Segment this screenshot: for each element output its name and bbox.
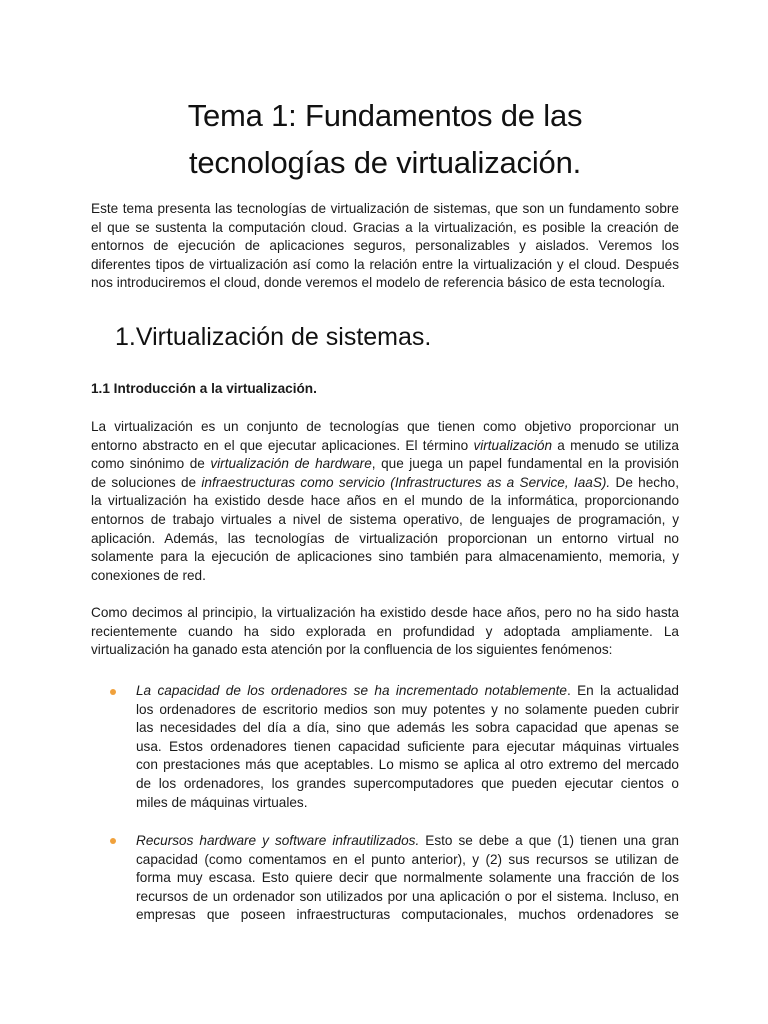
title-line-2: tecnologías de virtualización. — [188, 145, 582, 180]
paragraph-1 — [91, 418, 679, 585]
bullet-line: empresas que poseen infraestructuras computacionales, muchos ordenadores se — [136, 907, 679, 923]
paragraph-line: entornos de trabajo virtuales a nivel de sistema operativo, de lenguajes de programación, y — [91, 511, 679, 527]
subsection-heading: 1.1 Introducción a la virtualización. — [91, 381, 317, 396]
paragraph-line: recientemente cuando ha sido explorada en profundidad y adoptada ampliamente. La — [91, 623, 679, 639]
paragraph-2 — [91, 604, 679, 660]
bullet-line: capacidad (como comentamos en el punto anterior), y (2) sus recursos se utilizan de — [136, 851, 679, 867]
section-heading: 1.Virtualización de sistemas. — [115, 323, 432, 351]
intro-line: entornos de ejecución de aplicaciones seguros, personalizables y aislados. Veremos los — [91, 238, 679, 254]
paragraph-line: conexiones de red. — [91, 567, 206, 583]
paragraph-line: aplicación. Además, las tecnologías de virtualización proporcionan un entorno virtual no — [91, 530, 679, 546]
paragraph-line: La virtualización es un conjunto de tecnologías que tienen como objetivo proporcionar un — [91, 419, 679, 434]
bullet-line: con prestaciones más que aceptables. Lo mismo se aplica al otro extremo del mercado — [136, 757, 679, 773]
bullet-line: las necesidades del día a día, sino que además les sobra capacidad que apenas se — [136, 720, 679, 736]
paragraph-line: Como decimos al principio, la virtualización ha existido desde hace años, pero no ha sido hasta — [91, 605, 679, 620]
bullet-line: recursos de un ordenador son utilizados por una aplicación o por el sistema. Incluso, en — [136, 888, 679, 904]
paragraph-line: entorno abstracto en el que ejecutar aplicaciones. El término virtualización a menudo se utiliza — [91, 437, 679, 453]
document-title — [90, 92, 680, 186]
bullet-line: Recursos hardware y software infrautilizados. Esto se debe a que (1) tienen una gran — [136, 833, 679, 848]
bullet-line: forma muy escasa. Esto quiere decir que normalmente solamente una fracción de los — [136, 870, 679, 886]
bullet-line: La capacidad de los ordenadores se ha incrementado notablemente. En la actualidad — [136, 683, 679, 698]
paragraph-line: la virtualización ha existido desde hace años en el mundo de la informática, proporcionando — [91, 493, 679, 509]
intro-line: diferentes tipos de virtualización así como la relación entre la virtualización y el cloud. Después — [91, 256, 679, 272]
intro-line: nos introduciremos el cloud, donde veremos el modelo de referencia básico de esta tecnología. — [91, 275, 666, 291]
paragraph-line: de soluciones de infraestructuras como servicio (Infrastructures as a Service, IaaS). De hecho, — [91, 474, 679, 490]
intro-line: Este tema presenta las tecnologías de virtualización de sistemas, que son un fundamento sobre — [91, 201, 679, 216]
intro-line: el que se sustenta la computación cloud. Gracias a la virtualización, es posible la creación de — [91, 219, 679, 235]
paragraph-line: como sinónimo de virtualización de hardware, que juega un papel fundamental en la provisión — [91, 456, 679, 472]
bullet-line: de los ordenadores, los grandes supercomputadores que pueden ejecutar cientos o — [136, 775, 679, 791]
bullet-line: los ordenadores de escritorio medios son muy potentes y no solamente pueden cubrir — [136, 701, 679, 717]
paragraph-line: solamente para la ejecución de aplicaciones sino también para almacenamiento, memoria, y — [91, 549, 679, 565]
bullet-marker — [110, 838, 116, 844]
intro-paragraph — [91, 200, 679, 293]
bullet-line: usa. Estos ordenadores tienen capacidad suficiente para ejecutar máquinas virtuales — [136, 738, 679, 754]
paragraph-line: virtualización ha ganado esta atención por la confluencia de los siguientes fenómenos: — [91, 642, 613, 658]
bullet-line: miles de máquinas virtuales. — [136, 794, 308, 810]
bullet-marker — [110, 689, 116, 695]
bullet-item-2 — [136, 832, 679, 925]
title-line-1: Tema 1: Fundamentos de las — [187, 98, 583, 133]
bullet-item-1 — [136, 682, 679, 812]
